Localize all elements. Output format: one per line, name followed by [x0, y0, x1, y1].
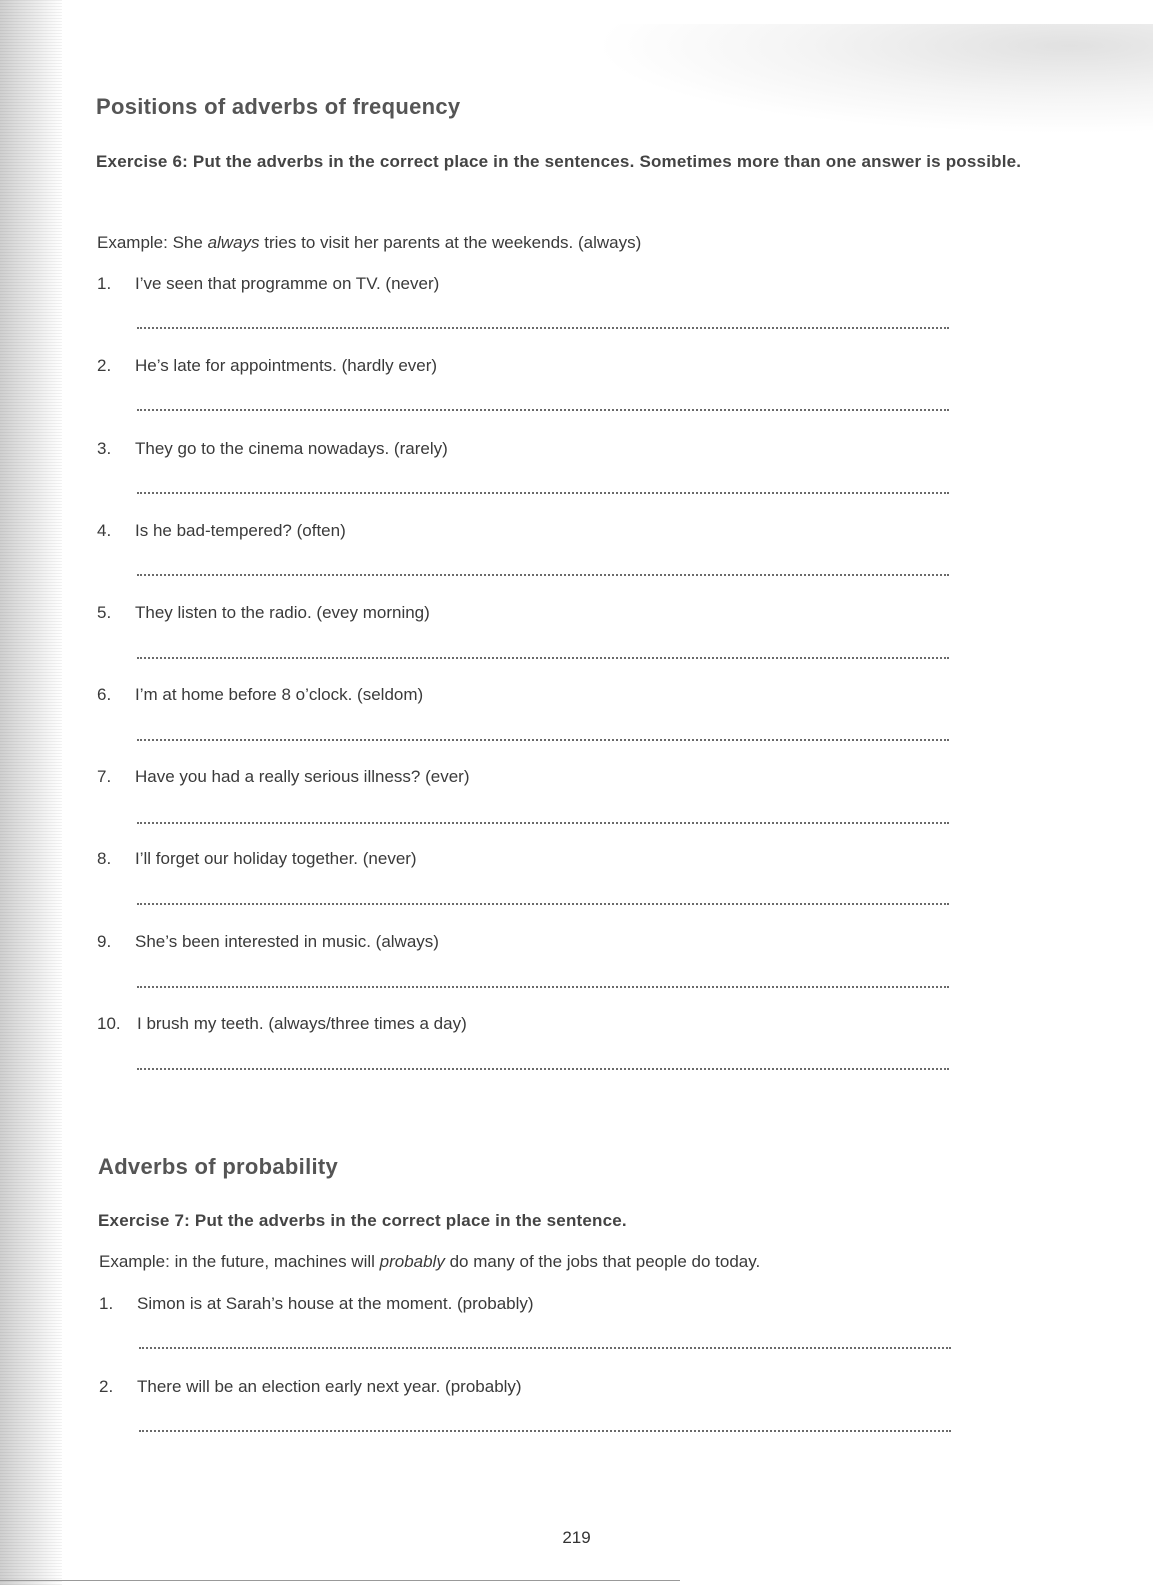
bottom-rule — [0, 1580, 680, 1581]
exercise-6-instruction: Exercise 6: Put the adverbs in the correct place in the sentences. Sometimes more than one answer is possible. — [96, 152, 1022, 171]
item-text: Is he bad-tempered? (often) — [135, 521, 346, 540]
answer-line[interactable] — [137, 1068, 949, 1070]
exercise-item — [97, 356, 437, 376]
exercise-item — [99, 1294, 534, 1314]
item-text: Have you had a really serious illness? (ever) — [135, 767, 470, 786]
answer-line[interactable] — [137, 409, 949, 411]
exercise-item — [97, 1014, 467, 1034]
exercise-item — [97, 849, 417, 869]
scan-shadow-left — [0, 0, 62, 1585]
scan-shadow-top-right — [593, 24, 1153, 134]
item-number: 1. — [97, 274, 112, 293]
item-text: He’s late for appointments. (hardly ever) — [135, 356, 438, 375]
item-number: 2. — [99, 1377, 114, 1396]
answer-line[interactable] — [137, 657, 949, 659]
section-title-frequency: Positions of adverbs of frequency — [96, 94, 461, 119]
exercise-item — [97, 439, 448, 459]
exercise-6-example — [97, 233, 641, 253]
answer-line[interactable] — [139, 1430, 951, 1432]
item-text: There will be an election early next year. (probably) — [137, 1377, 522, 1396]
example-adverb: probably — [379, 1252, 445, 1271]
item-text: They go to the cinema nowadays. (rarely) — [135, 439, 448, 458]
item-text: I’ve seen that programme on TV. (never) — [135, 274, 440, 293]
item-number: 10. — [97, 1014, 121, 1033]
exercise-item — [99, 1377, 522, 1397]
answer-line[interactable] — [137, 903, 949, 905]
page-number: 219 — [562, 1528, 591, 1547]
answer-line[interactable] — [137, 327, 949, 329]
item-number: 7. — [97, 767, 112, 786]
item-number: 6. — [97, 685, 112, 704]
item-number: 5. — [97, 603, 112, 622]
exercise-item — [97, 932, 439, 952]
item-text: I’ll forget our holiday together. (never) — [135, 849, 417, 868]
item-number: 8. — [97, 849, 112, 868]
answer-line[interactable] — [137, 986, 949, 988]
item-number: 4. — [97, 521, 112, 540]
item-text: I’m at home before 8 o’clock. (seldom) — [135, 685, 424, 704]
example-suffix: do many of the jobs that people do today. — [444, 1252, 761, 1271]
answer-line[interactable] — [137, 739, 949, 741]
exercise-7-example — [99, 1252, 760, 1272]
item-text: I brush my teeth. (always/three times a day) — [137, 1014, 467, 1033]
item-number: 3. — [97, 439, 112, 458]
example-adverb: always — [207, 233, 260, 252]
section-title-probability: Adverbs of probability — [98, 1154, 339, 1179]
item-number: 2. — [97, 356, 112, 375]
item-text: Simon is at Sarah’s house at the moment. (probably) — [137, 1294, 534, 1313]
exercise-item — [97, 685, 423, 705]
exercise-item — [97, 767, 470, 787]
exercise-item — [97, 274, 439, 294]
answer-line[interactable] — [139, 1347, 951, 1349]
example-suffix: tries to visit her parents at the weekends. (always) — [259, 233, 642, 252]
example-prefix: Example: in the future, machines will — [99, 1252, 380, 1271]
example-prefix: Example: She — [97, 233, 208, 252]
item-number: 1. — [99, 1294, 114, 1313]
exercise-7-instruction: Exercise 7: Put the adverbs in the correct place in the sentence. — [98, 1211, 627, 1230]
item-text: They listen to the radio. (evey morning) — [135, 603, 430, 622]
answer-line[interactable] — [137, 492, 949, 494]
answer-line[interactable] — [137, 574, 949, 576]
answer-line[interactable] — [137, 822, 949, 824]
item-number: 9. — [97, 932, 112, 951]
item-text: She’s been interested in music. (always) — [135, 932, 439, 951]
exercise-item — [97, 521, 346, 541]
exercise-item — [97, 603, 430, 623]
